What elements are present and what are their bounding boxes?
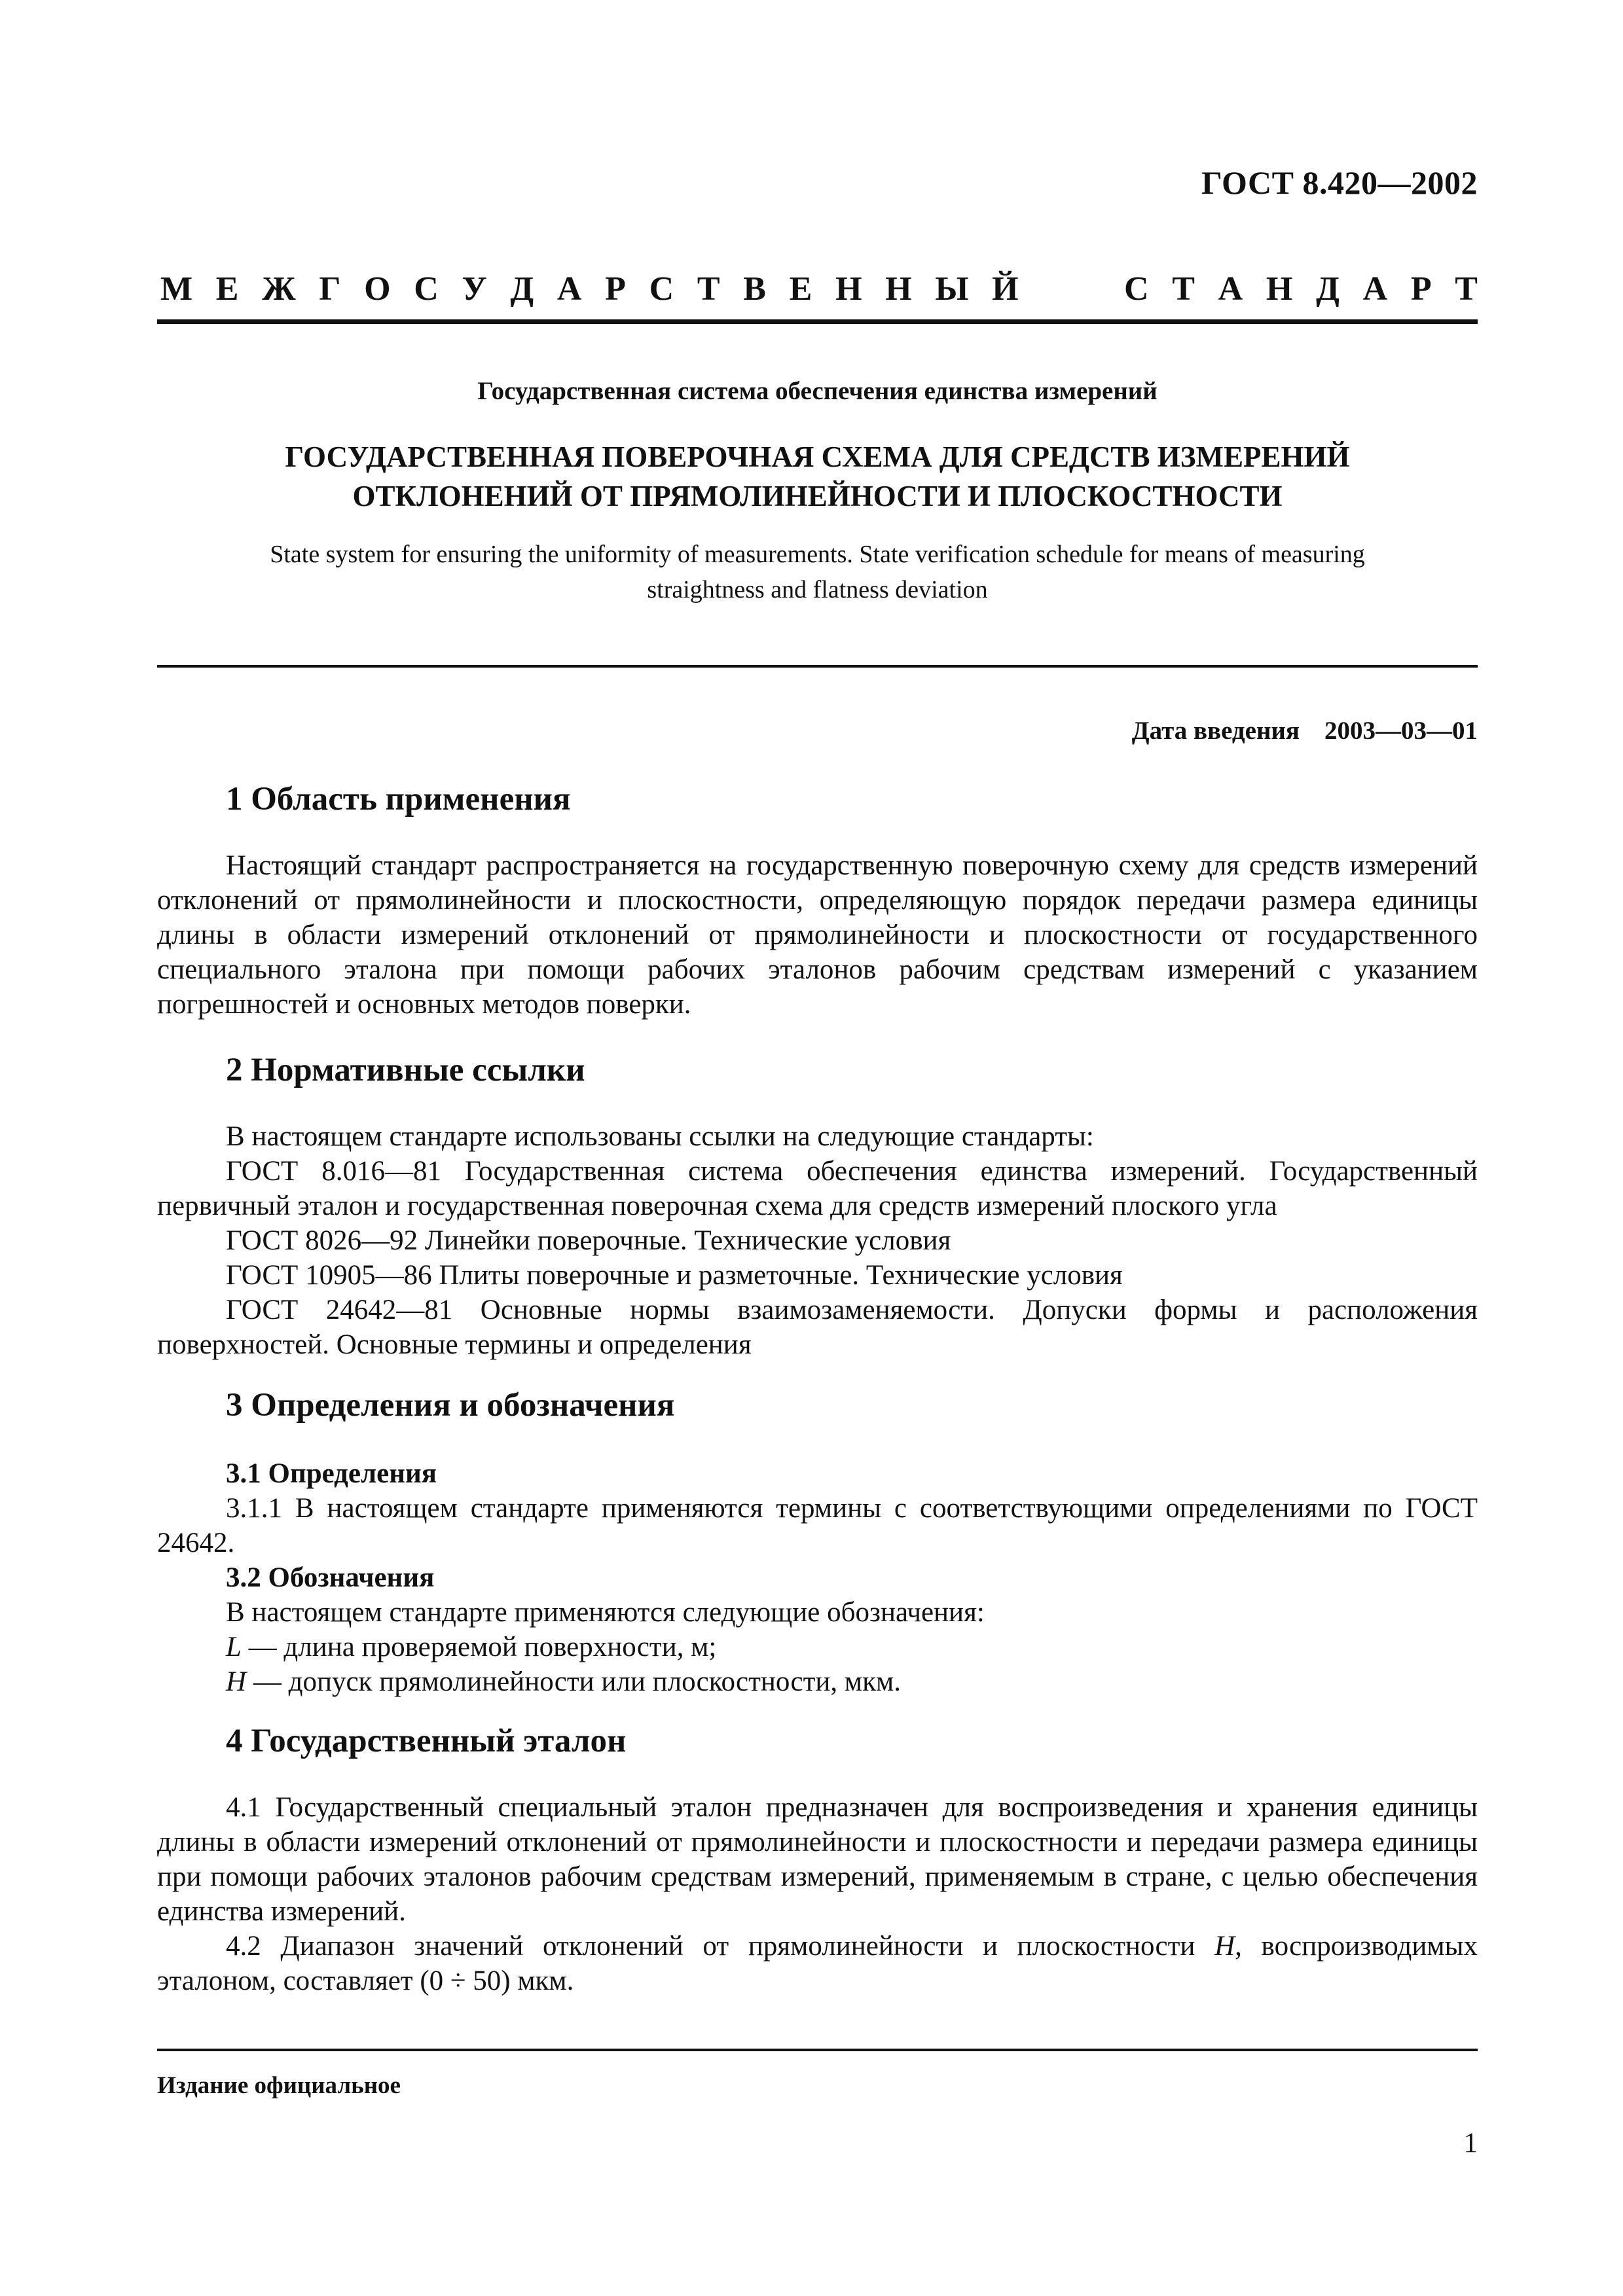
banner-letter: А <box>556 270 582 308</box>
banner-letter: Т <box>1455 270 1478 308</box>
intro-date-label: Дата введения <box>1131 717 1300 745</box>
subsection-3-2-heading: 3.2 Обозначения <box>226 1562 435 1593</box>
paragraph-4-2 <box>157 1929 1478 1998</box>
banner-letter: Г <box>319 270 341 308</box>
english-line-2: straightness and flatness deviation <box>647 576 988 603</box>
footer-rule <box>157 2049 1478 2051</box>
banner-letter: О <box>364 270 391 308</box>
banner-letter: С <box>649 270 674 308</box>
reference-item: ГОСТ 8.016—81 Государственная система обеспечения единства измерений. Государственный первичный эталон и государственная поверочная схема для средств измерений плоского угла <box>157 1156 1478 1221</box>
symbol-h-text: — допуск прямолинейности или плоскостности, мкм. <box>246 1666 901 1697</box>
banner-letter: А <box>1218 270 1243 308</box>
section-2-body <box>157 1119 1478 1362</box>
section-3-body <box>157 1456 1478 1699</box>
intro-date-value: 2003—03—01 <box>1324 717 1478 745</box>
title-line-2: ОТКЛОНЕНИЙ ОТ ПРЯМОЛИНЕЙНОСТИ И ПЛОСКОСТНОСТИ <box>352 480 1283 512</box>
official-edition-label: Издание официальное <box>157 2072 401 2099</box>
gost-number: ГОСТ 8.420—2002 <box>1201 164 1478 201</box>
paragraph-3-1-1: 3.1.1 В настоящем стандарте применяются термины с соответствующими определениями по ГОСТ 24642. <box>157 1493 1478 1558</box>
symbol-l-text: — длина проверяемой поверхности, м; <box>241 1632 717 1662</box>
subsection-3-1-heading: 3.1 Определения <box>226 1458 437 1489</box>
paragraph-4-2-start: 4.2 Диапазон значений отклонений от прямолинейности и плоскостности <box>226 1931 1215 1962</box>
paragraph-4-1: 4.1 Государственный специальный эталон предназначен для воспроизведения и хранения единицы длины в области измерений отклонений от прямолинейности и плоскостности и передачи размера единицы при помощи рабочих эталонов рабочим средствам измерений, применяемым в стране, с целью обеспечения единства измерений. <box>157 1792 1478 1927</box>
symbol-definition-l <box>157 1630 1478 1664</box>
section-4-heading: 4 Государственный эталон <box>226 1723 627 1759</box>
banner-letter: С <box>414 270 439 308</box>
banner-letter: С <box>1124 270 1149 308</box>
banner-letter: Н <box>885 270 912 308</box>
standard-banner <box>160 270 1478 308</box>
section-1-body <box>157 848 1478 1022</box>
header-rule <box>157 319 1478 324</box>
reference-item: ГОСТ 10905—86 Плиты поверочные и разметочные. Технические условия <box>226 1260 1123 1291</box>
section-1-heading: 1 Область применения <box>226 781 571 817</box>
symbol-h: H <box>1214 1931 1235 1962</box>
banner-letter: Й <box>992 270 1019 308</box>
document-title <box>157 437 1478 516</box>
symbol-definition-h <box>157 1664 1478 1699</box>
section-2-intro: В настоящем стандарте использованы ссылки на следующие стандарты: <box>226 1121 1094 1152</box>
banner-letter: Е <box>789 270 812 308</box>
reference-item: ГОСТ 24642—81 Основные нормы взаимозаменяемости. Допуски формы и расположения поверхностей. Основные термины и определения <box>157 1295 1478 1360</box>
banner-letter: Т <box>1172 270 1195 308</box>
section-2-heading: 2 Нормативные ссылки <box>226 1052 585 1088</box>
system-line: Государственная система обеспечения единства измерений <box>477 377 1158 405</box>
section-3-heading: 3 Определения и обозначения <box>226 1387 675 1424</box>
banner-letter: У <box>462 270 487 308</box>
banner-letter: Р <box>605 270 626 308</box>
banner-letter: Е <box>215 270 239 308</box>
banner-letter: Ы <box>935 270 969 308</box>
banner-letter: Д <box>510 270 534 308</box>
banner-letter: В <box>743 270 766 308</box>
reference-item: ГОСТ 8026—92 Линейки поверочные. Технические условия <box>226 1225 951 1256</box>
banner-letter: Н <box>835 270 862 308</box>
title-line-1: ГОСУДАРСТВЕННАЯ ПОВЕРОЧНАЯ СХЕМА ДЛЯ СРЕДСТВ ИЗМЕРЕНИЙ <box>285 440 1350 473</box>
symbol-l: L <box>226 1632 242 1662</box>
banner-letter: Т <box>697 270 720 308</box>
banner-letter: А <box>1362 270 1388 308</box>
introduction-date <box>1132 716 1478 745</box>
symbol-h: H <box>226 1666 247 1697</box>
banner-letter: Ж <box>262 270 296 308</box>
banner-letter: Р <box>1410 270 1432 308</box>
banner-letter: Н <box>1266 270 1293 308</box>
banner-gap <box>1042 270 1101 308</box>
paragraph-4-2-end: , воспроизводимых эталоном, составляет (0 ÷ 50) мкм. <box>157 1931 1478 1996</box>
page-number: 1 <box>1463 2128 1478 2159</box>
paragraph-3-2: В настоящем стандарте применяются следующие обозначения: <box>226 1597 985 1628</box>
section-1-text: Настоящий стандарт распространяется на государственную поверочную схему для средств измерений отклонений от прямолинейности и плоскостности, определяющую порядок передачи размера единицы длины в области измерений отклонений от прямолинейности и плоскостности от государственного специального эталона при помощи рабочих эталонов рабочим средствам измерений с указанием погрешностей и основных методов поверки. <box>157 850 1478 1020</box>
section-4-body <box>157 1790 1478 1998</box>
title-rule <box>157 665 1478 668</box>
english-title <box>157 537 1478 607</box>
banner-letter: М <box>160 270 193 308</box>
banner-letter: Д <box>1316 270 1340 308</box>
english-line-1: State system for ensuring the uniformity of measurements. State verification schedule for means of measuring <box>270 541 1365 568</box>
